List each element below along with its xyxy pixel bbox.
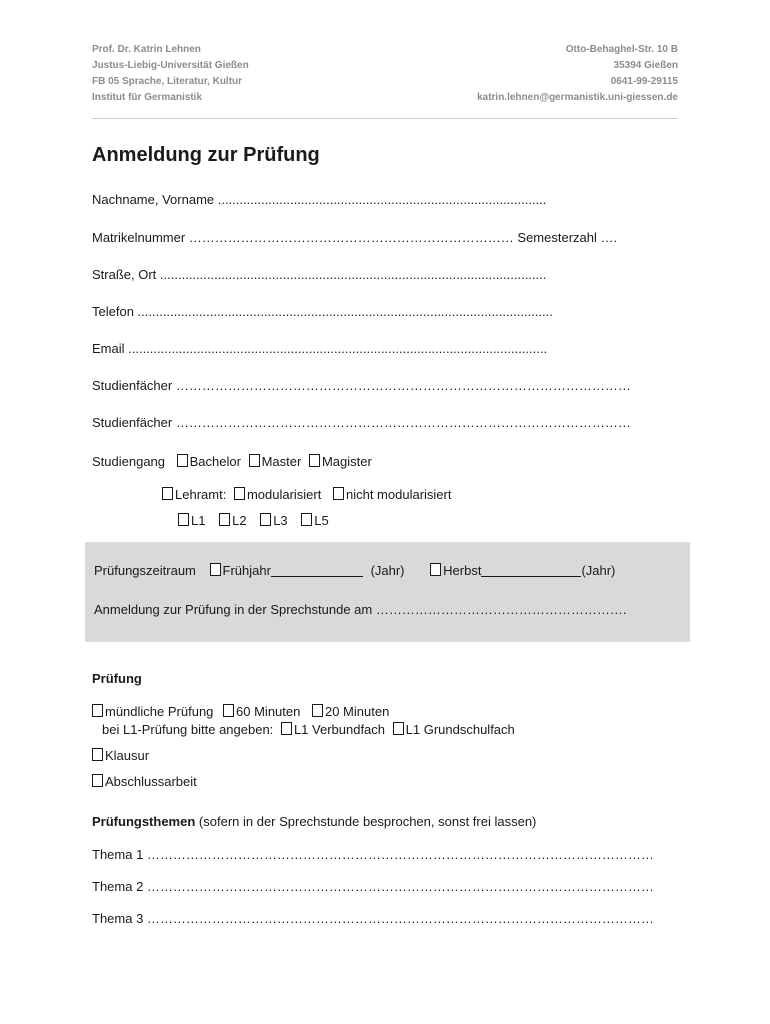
consultation-date-field[interactable]: Anmeldung zur Prüfung in der Sprechstunde am ………………………………………………….: [94, 602, 627, 617]
magister-label: Magister: [321, 454, 372, 469]
email-field[interactable]: Email ....................................................................................................................: [92, 341, 548, 356]
l5-label: L5: [314, 513, 329, 528]
verbundfach-label: L1 Verbundfach: [293, 722, 386, 737]
oral-exam-row: [92, 704, 389, 719]
lehramt-label: Lehramt:: [175, 487, 227, 502]
herbst-label: Herbst: [443, 563, 482, 578]
sender-name: Prof. Dr. Katrin Lehnen: [92, 44, 201, 55]
l2-label: L2: [232, 513, 247, 528]
address-field[interactable]: Straße, Ort ...........................................................................................................: [92, 267, 547, 282]
letterhead-sender: [92, 42, 249, 106]
header-divider: [92, 118, 678, 119]
topic-1-field[interactable]: Thema 1 ………………………………………………………………………………………………………: [92, 847, 654, 862]
oral-exam-checkbox[interactable]: [92, 704, 103, 717]
bachelor-label: Bachelor: [189, 454, 241, 469]
grundschulfach-checkbox[interactable]: [393, 722, 404, 735]
l1-exam-row: [102, 722, 515, 737]
master-label: Master: [261, 454, 302, 469]
exam-period-panel: [85, 542, 690, 642]
herbst-checkbox[interactable]: [430, 563, 441, 576]
name-field[interactable]: Nachname, Vorname ...........................................................................................: [92, 192, 547, 207]
exam-heading: Prüfung: [92, 671, 142, 686]
nicht-modularisiert-label: nicht modularisiert: [345, 487, 452, 502]
modularisiert-label: modularisiert: [246, 487, 322, 502]
topic-2-field[interactable]: Thema 2 ………………………………………………………………………………………………………: [92, 879, 654, 894]
l5-checkbox[interactable]: [301, 513, 312, 526]
magister-checkbox[interactable]: [309, 454, 320, 467]
letterhead-address: [477, 42, 678, 106]
l1-hint-label: bei L1-Prüfung bitte angeben:: [102, 722, 274, 737]
l1-checkbox[interactable]: [178, 513, 189, 526]
l3-label: L3: [273, 513, 288, 528]
verbundfach-checkbox[interactable]: [281, 722, 292, 735]
modularisiert-checkbox[interactable]: [234, 487, 245, 500]
exam-period-row: [94, 563, 615, 578]
fruehjahr-checkbox[interactable]: [210, 563, 221, 576]
written-exam-checkbox[interactable]: [92, 748, 103, 761]
twenty-minutes-label: 20 Minuten: [324, 704, 390, 719]
master-checkbox[interactable]: [249, 454, 260, 467]
nicht-modularisiert-checkbox[interactable]: [333, 487, 344, 500]
herbst-year-input[interactable]: [481, 564, 581, 577]
subjects-field-1[interactable]: Studienfächer ……………………………………………………………………………………………: [92, 378, 631, 393]
lehramt-row: [162, 487, 451, 502]
phone-field[interactable]: Telefon ...................................................................................................................: [92, 304, 553, 319]
topic-3-field[interactable]: Thema 3 ………………………………………………………………………………………………………: [92, 911, 654, 926]
address-city: 35394 Gießen: [613, 60, 678, 71]
fruehjahr-year-label: (Jahr): [370, 563, 405, 578]
l3-checkbox[interactable]: [260, 513, 271, 526]
address-phone: 0641-99-29115: [610, 76, 678, 87]
sixty-minutes-label: 60 Minuten: [236, 704, 301, 719]
sender-institute: Institut für Germanistik: [92, 92, 203, 103]
address-street: Otto-Behaghel-Str. 10 B: [565, 44, 678, 55]
studiengang-label: Studiengang: [92, 454, 166, 469]
l1-label: L1: [191, 513, 206, 528]
subjects-field-2[interactable]: Studienfächer ……………………………………………………………………………………………: [92, 415, 631, 430]
fruehjahr-year-input[interactable]: [271, 564, 363, 577]
written-exam-row: [92, 748, 149, 763]
fruehjahr-label: Frühjahr: [222, 563, 271, 578]
sixty-minutes-checkbox[interactable]: [223, 704, 234, 717]
written-exam-label: Klausur: [105, 748, 150, 763]
topics-heading-row: [92, 814, 536, 829]
thesis-label: Abschlussarbeit: [105, 774, 197, 789]
lehramt-checkbox[interactable]: [162, 487, 173, 500]
sender-department: FB 05 Sprache, Literatur, Kultur: [92, 76, 243, 87]
thesis-row: [92, 774, 197, 789]
sender-university: Justus-Liebig-Universität Gießen: [92, 60, 249, 71]
lehramt-levels-row: [178, 513, 329, 528]
exam-period-label: Prüfungszeitraum: [94, 563, 196, 578]
thesis-checkbox[interactable]: [92, 774, 103, 787]
topics-hint: (sofern in der Sprechstunde besprochen, sonst frei lassen): [198, 814, 537, 829]
grundschulfach-label: L1 Grundschulfach: [405, 722, 515, 737]
topics-heading: Prüfungsthemen: [92, 814, 196, 829]
studiengang-row: [92, 454, 372, 469]
address-email: katrin.lehnen@germanistik.uni-giessen.de: [477, 92, 678, 103]
page-title: Anmeldung zur Prüfung: [92, 144, 320, 166]
matrikel-field[interactable]: Matrikelnummer ………………………………………………………………… Semesterzahl ….: [92, 230, 618, 245]
l2-checkbox[interactable]: [219, 513, 230, 526]
bachelor-checkbox[interactable]: [177, 454, 188, 467]
twenty-minutes-checkbox[interactable]: [312, 704, 323, 717]
oral-exam-label: mündliche Prüfung: [105, 704, 214, 719]
herbst-year-label: (Jahr): [581, 563, 616, 578]
